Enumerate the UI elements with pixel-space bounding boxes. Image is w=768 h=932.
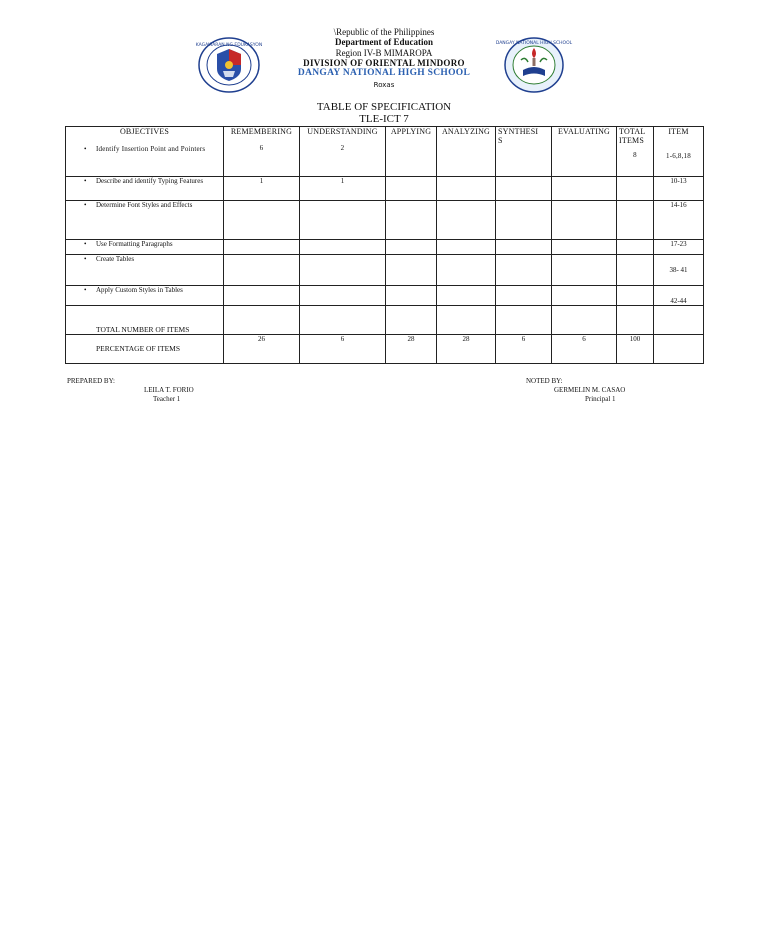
understanding-percent: 6 bbox=[300, 335, 386, 364]
total-label: TOTAL NUMBER OF ITEMS bbox=[96, 325, 190, 334]
understanding-cell bbox=[300, 240, 386, 255]
item-cell: 38- 41 bbox=[654, 255, 704, 286]
prepared-by-name: LEILA T. FORIO bbox=[144, 386, 194, 394]
objective-text: Apply Custom Styles in Tables bbox=[96, 286, 183, 294]
svg-text:KAGAWARAN NG EDUKASYON: KAGAWARAN NG EDUKASYON bbox=[195, 43, 263, 48]
bullet-icon: • bbox=[84, 286, 87, 294]
objectives-header: OBJECTIVES bbox=[119, 127, 170, 136]
objective-cell bbox=[66, 286, 224, 306]
synthesis-cell bbox=[496, 201, 552, 240]
bullet-icon: • bbox=[84, 177, 87, 185]
synthesis-percent: 6 bbox=[496, 335, 552, 364]
evaluating-cell bbox=[552, 177, 617, 201]
objective-cell bbox=[66, 240, 224, 255]
analyzing-cell bbox=[437, 255, 496, 286]
remembering-cell bbox=[224, 255, 300, 286]
item-cell: 42-44 bbox=[654, 286, 704, 306]
synthesis-cell bbox=[496, 240, 552, 255]
col-evaluating bbox=[552, 127, 617, 177]
table-row bbox=[66, 240, 704, 255]
evaluating-cell bbox=[552, 255, 617, 286]
evaluating-cell bbox=[552, 240, 617, 255]
objective-text: Create Tables bbox=[96, 255, 135, 263]
bullet-icon: • bbox=[84, 255, 87, 263]
applying-cell bbox=[386, 240, 437, 255]
bullet-icon: • bbox=[84, 145, 87, 153]
remembering-cell: 1 bbox=[224, 177, 300, 201]
table-row bbox=[66, 177, 704, 201]
understanding-header: UNDERSTANDING bbox=[307, 127, 378, 136]
region-line: Region IV-B MIMAROPA bbox=[335, 48, 433, 58]
noted-by-role: Principal 1 bbox=[585, 395, 616, 403]
understanding-cell bbox=[300, 286, 386, 306]
understanding-cell bbox=[300, 255, 386, 286]
col-objectives bbox=[66, 127, 224, 177]
understanding-cell bbox=[300, 201, 386, 240]
evaluating-header: EVALUATING bbox=[557, 127, 611, 136]
evaluating-cell bbox=[552, 306, 617, 335]
applying-cell bbox=[386, 306, 437, 335]
objective-row-1 bbox=[66, 145, 223, 153]
percentage-label: PERCENTAGE OF ITEMS bbox=[96, 344, 180, 353]
remembering-header: REMEMBERING bbox=[230, 127, 293, 136]
evaluating-cell bbox=[552, 286, 617, 306]
item-cell bbox=[654, 335, 704, 364]
row1-total: 8 bbox=[633, 151, 637, 159]
specification-table bbox=[65, 126, 704, 364]
analyzing-cell bbox=[437, 177, 496, 201]
percentage-row bbox=[66, 335, 704, 364]
analyzing-percent: 28 bbox=[437, 335, 496, 364]
row1-understanding: 2 bbox=[340, 144, 345, 152]
row1-item: 1-6,8,18 bbox=[666, 152, 691, 160]
table-row bbox=[66, 286, 704, 306]
total-row bbox=[66, 306, 704, 335]
synthesis-cell bbox=[496, 255, 552, 286]
header-row bbox=[66, 127, 704, 177]
evaluating-percent: 6 bbox=[552, 335, 617, 364]
applying-cell bbox=[386, 255, 437, 286]
republic-line: \Republic of the Philippines bbox=[333, 27, 435, 37]
total-cell bbox=[617, 177, 654, 201]
analyzing-header: ANALYZING bbox=[441, 127, 491, 136]
col-remembering bbox=[224, 127, 300, 177]
department-line: Department of Education bbox=[335, 37, 433, 47]
col-item bbox=[654, 127, 704, 177]
total-items-header: TOTAL ITEMS bbox=[619, 127, 646, 145]
table-row bbox=[66, 255, 704, 286]
col-understanding bbox=[300, 127, 386, 177]
bullet-icon: • bbox=[84, 201, 87, 209]
prepared-by-role: Teacher 1 bbox=[153, 395, 181, 403]
objective-text: Identify Insertion Point and Pointers bbox=[96, 145, 206, 153]
total-cell bbox=[617, 255, 654, 286]
applying-cell bbox=[386, 201, 437, 240]
objective-cell bbox=[66, 201, 224, 240]
remembering-cell bbox=[224, 240, 300, 255]
applying-percent: 28 bbox=[386, 335, 437, 364]
analyzing-cell bbox=[437, 306, 496, 335]
col-total bbox=[617, 127, 654, 177]
percentage-label-cell bbox=[66, 335, 224, 364]
total-cell bbox=[617, 306, 654, 335]
item-header: ITEM bbox=[668, 127, 689, 136]
remembering-cell bbox=[224, 306, 300, 335]
item-cell: 14-16 bbox=[654, 201, 704, 240]
total-cell bbox=[617, 201, 654, 240]
col-applying bbox=[386, 127, 437, 177]
objective-text: Use Formatting Paragraphs bbox=[96, 240, 173, 248]
noted-by-name: GERMELIN M. CASAO bbox=[554, 386, 626, 394]
table-row bbox=[66, 201, 704, 240]
understanding-cell bbox=[300, 306, 386, 335]
synthesis-header: SYNTHESI S bbox=[498, 127, 539, 145]
total-cell bbox=[617, 286, 654, 306]
svg-text:DANGAY NATIONAL HIGH SCHOOL: DANGAY NATIONAL HIGH SCHOOL bbox=[495, 41, 573, 46]
applying-cell bbox=[386, 286, 437, 306]
evaluating-cell bbox=[552, 201, 617, 240]
bullet-icon: • bbox=[84, 240, 87, 248]
remembering-percent: 26 bbox=[224, 335, 300, 364]
synthesis-cell bbox=[496, 286, 552, 306]
analyzing-cell bbox=[437, 240, 496, 255]
synthesis-cell bbox=[496, 177, 552, 201]
division-line: DIVISION OF ORIENTAL MINDORO bbox=[303, 58, 465, 68]
analyzing-cell bbox=[437, 201, 496, 240]
total-cell bbox=[617, 240, 654, 255]
objective-text: Determine Font Styles and Effects bbox=[96, 201, 193, 209]
objective-cell bbox=[66, 177, 224, 201]
understanding-cell: 1 bbox=[300, 177, 386, 201]
col-analyzing bbox=[437, 127, 496, 177]
col-synthesis bbox=[496, 127, 552, 177]
synthesis-cell bbox=[496, 306, 552, 335]
item-cell: 17-23 bbox=[654, 240, 704, 255]
document-subtitle: TLE-ICT 7 bbox=[359, 113, 409, 125]
item-cell: 10-13 bbox=[654, 177, 704, 201]
applying-header: APPLYING bbox=[390, 127, 432, 136]
prepared-by-label: PREPARED BY: bbox=[67, 377, 115, 385]
analyzing-cell bbox=[437, 286, 496, 306]
remembering-cell bbox=[224, 201, 300, 240]
item-cell bbox=[654, 306, 704, 335]
remembering-cell bbox=[224, 286, 300, 306]
applying-cell bbox=[386, 177, 437, 201]
objective-cell bbox=[66, 255, 224, 286]
total-label-cell bbox=[66, 306, 224, 335]
document-title: TABLE OF SPECIFICATION bbox=[316, 101, 452, 113]
row1-remembering: 6 bbox=[259, 144, 264, 152]
total-percent: 100 bbox=[617, 335, 654, 364]
school-name: DANGAY NATIONAL HIGH SCHOOL bbox=[297, 68, 471, 78]
objective-text: Describe and identify Typing Features bbox=[96, 177, 204, 185]
noted-by-label: NOTED BY: bbox=[526, 377, 563, 385]
town-line: Roxas bbox=[373, 81, 395, 89]
